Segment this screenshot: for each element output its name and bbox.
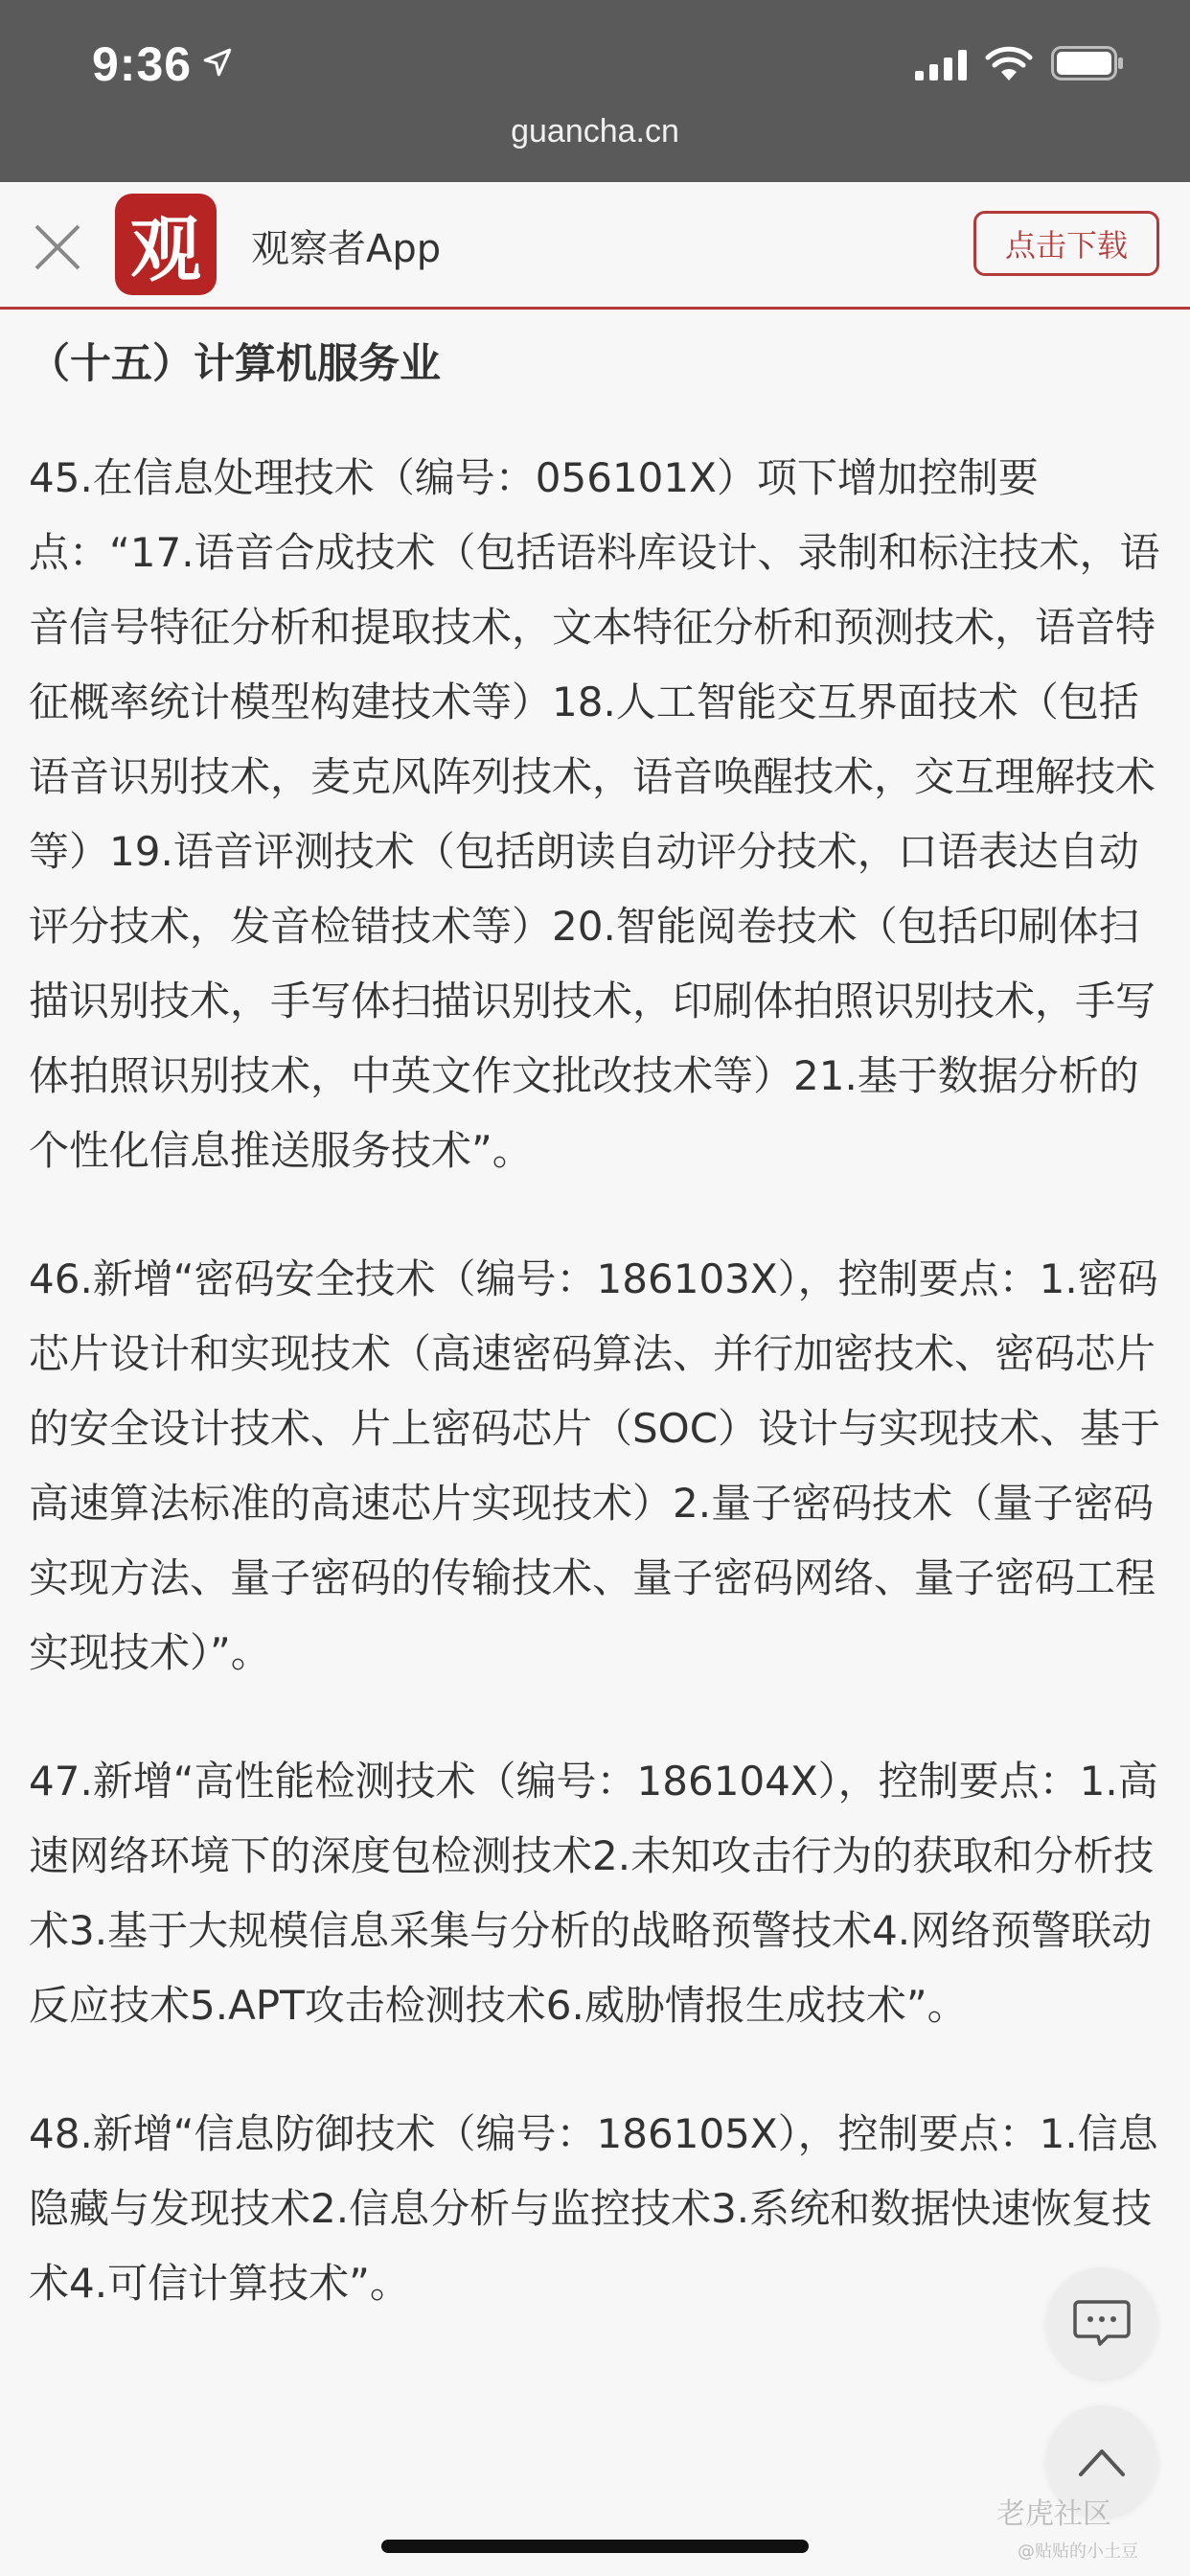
- comment-icon: [1073, 2298, 1131, 2348]
- app-download-banner: [0, 182, 1190, 310]
- article-paragraph: 48.新增“信息防御技术（编号：186105X），控制要点：1.信息隐藏与发现技术2.信息分析与监控技术3.系统和数据快速恢复技术4.可信计算技术”。: [29, 2110, 1158, 2307]
- comment-button[interactable]: [1046, 2267, 1157, 2379]
- battery-icon: [1051, 46, 1124, 80]
- article-paragraph: 46.新增“密码安全技术（编号：186103X），控制要点：1.密码芯片设计和实现技术（高速密码算法、并行加密技术、密码芯片的安全设计技术、片上密码芯片（SOC）设计与实现技术、基于高速算法标准的高速芯片实现技术）2.量子密码技术（量子密码实现方法、量子密码的传输技术、量子密码网络、量子密码工程实现技术）”。: [29, 1255, 1161, 1676]
- app-name: 观察者App: [251, 227, 442, 271]
- status-bar: [0, 0, 1190, 182]
- article-paragraph: 45.在信息处理技术（编号：056101X）项下增加控制要点：“17.语音合成技术（包括语料库设计、录制和标注技术，语音信号特征分析和提取技术，文本特征分析和预测技术，语音特征概率统计模型构建技术等）18.人工智能交互界面技术（包括语音识别技术，麦克风阵列技术，语音唤醒技术，交互理解技术等）19.语音评测技术（包括朗读自动评分技术，口语表达自动评分技术，发音检错技术等）20.智能阅卷技术（包括印刷体扫描识别技术，手写体扫描识别技术，印刷体拍照识别技术，手写体拍照识别技术，中英文作文批改技术等）21.基于数据分析的个性化信息推送服务技术”。: [29, 454, 1160, 1174]
- status-time: 9:36: [92, 37, 193, 91]
- download-button[interactable]: 点击下载: [973, 211, 1159, 276]
- home-indicator[interactable]: [381, 2540, 809, 2553]
- close-icon[interactable]: [33, 222, 82, 272]
- app-logo[interactable]: [115, 194, 217, 295]
- signal-icon: [915, 50, 969, 80]
- watermark-text: 老虎社区: [996, 2497, 1111, 2531]
- watermark-subtext: @贴贴的小土豆: [1018, 2542, 1138, 2562]
- section-title: （十五）计算机服务业: [29, 340, 441, 388]
- article-body: [29, 326, 1161, 2375]
- wifi-icon: [985, 46, 1033, 82]
- address-bar-url[interactable]: guancha.cn: [511, 113, 679, 150]
- location-arrow-icon: [201, 46, 234, 79]
- app-logo-char: 观: [130, 209, 201, 291]
- back-to-top-icon: [1075, 2442, 1129, 2480]
- article-paragraph: 47.新增“高性能检测技术（编号：186104X），控制要点：1.高速网络环境下的深度包检测技术2.未知攻击行为的获取和分析技术3.基于大规模信息采集与分析的战略预警技术4.网络预警联动反应技术5.APT攻击检测技术6.威胁情报生成技术”。: [29, 1758, 1158, 2029]
